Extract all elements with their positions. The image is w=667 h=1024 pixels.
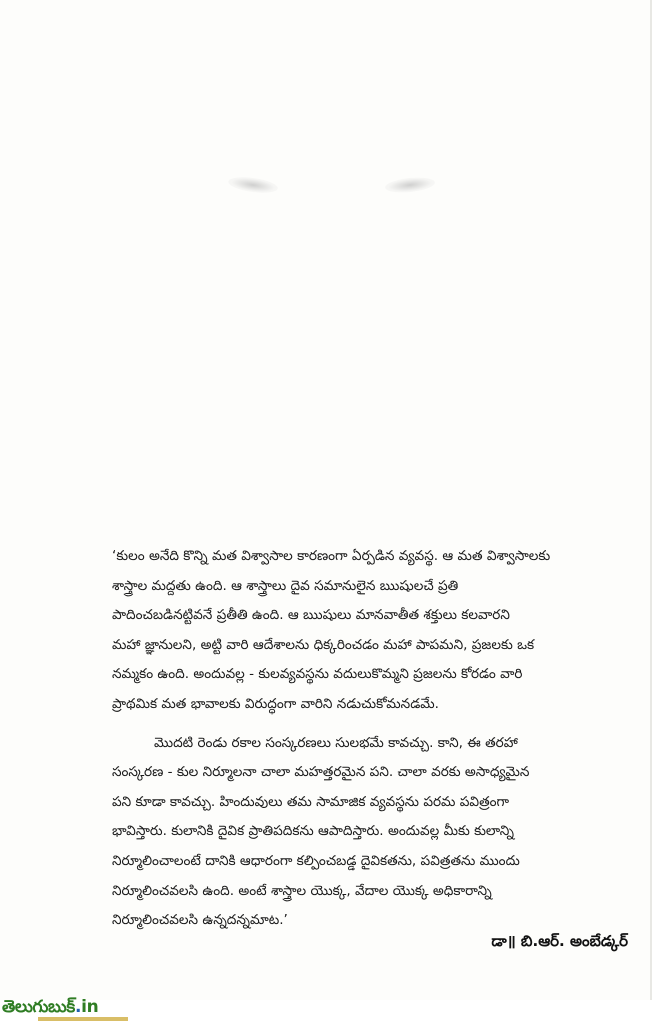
watermark-brand: తెలుగుబుక్: [2, 997, 75, 1017]
quote-block: [112, 542, 642, 936]
quote-line: ప్రాథమిక మత భావాలకు విరుద్ధంగా వారిని నడుచుకోమనడమే.: [112, 695, 439, 712]
quote-attribution: డా॥ బి.ఆర్. అంబేడ్కర్: [491, 932, 628, 950]
paper-crease-mark: [384, 175, 435, 194]
quote-line: సంస్కరణ - కుల నిర్మూలనా చాలా మహత్తరమైన పని. చాలా వరకు అసాధ్యమైన: [112, 764, 530, 781]
quote-line: నిర్మూలించవలసి ఉంది. అంటే శాస్త్రాల యొక్క, వేదాల యొక్క అధికారాన్ని: [112, 882, 492, 899]
quote-line: నిర్మూలించాలంటే దానికి ఆధారంగా కల్పించబడ్డ దైవికతను, పవిత్రతను ముందు: [112, 852, 520, 869]
quote-line: శాస్త్రాల మద్దతు ఉంది. ఆ శాస్త్రాలు దైవ సమానులైన ఋషులచే ప్రతి: [112, 577, 459, 594]
quote-line: నమ్మకం ఉంది. అందువల్ల - కులవ్యవస్థను వదులుకొమ్మని ప్రజలను కోరడం వారి: [112, 666, 523, 683]
quote-line: పాదించబడినట్టివనే ప్రతీతి ఉంది. ఆ ఋషులు మానవాతీత శక్తులు కలవారని: [112, 607, 510, 624]
paper-crease-mark: [227, 175, 278, 196]
quote-line: నిర్మూలించవలసి ఉన్నదన్నమాట.’: [112, 912, 288, 929]
quote-line: మొదటి రెండు రకాల సంస్కరణలు సులభమే కావచ్చు. కాని, ఈ తరహా: [154, 734, 518, 751]
quote-paragraph-2: [112, 729, 642, 936]
quote-line: మహా జ్ఞానులని, అట్టి వారి ఆదేశాలను ధిక్కరించడం మహా పాపమని, ప్రజలకు ఒక: [112, 636, 535, 653]
watermark-tld: in: [81, 997, 99, 1017]
watermark-dot: .: [74, 997, 82, 1017]
quote-paragraph-1: [112, 542, 642, 720]
quote-line: పని కూడా కావచ్చు. హిందువులు తమ సామాజిక వ్యవస్థను పరమ పవిత్రంగా: [112, 793, 510, 810]
watermark-underline: [38, 1017, 128, 1021]
quote-line: ‘కులం అనేది కొన్ని మత విశ్వాసాల కారణంగా ఏర్పడిన వ్యవస్థ. ఆ మత విశ్వాసాలకు: [112, 548, 551, 564]
quote-line: భావిస్తారు. కులానికి దైవిక ప్రాతిపదికను ఆపాదిస్తారు. అందువల్ల మీకు కులాన్ని: [112, 823, 514, 840]
